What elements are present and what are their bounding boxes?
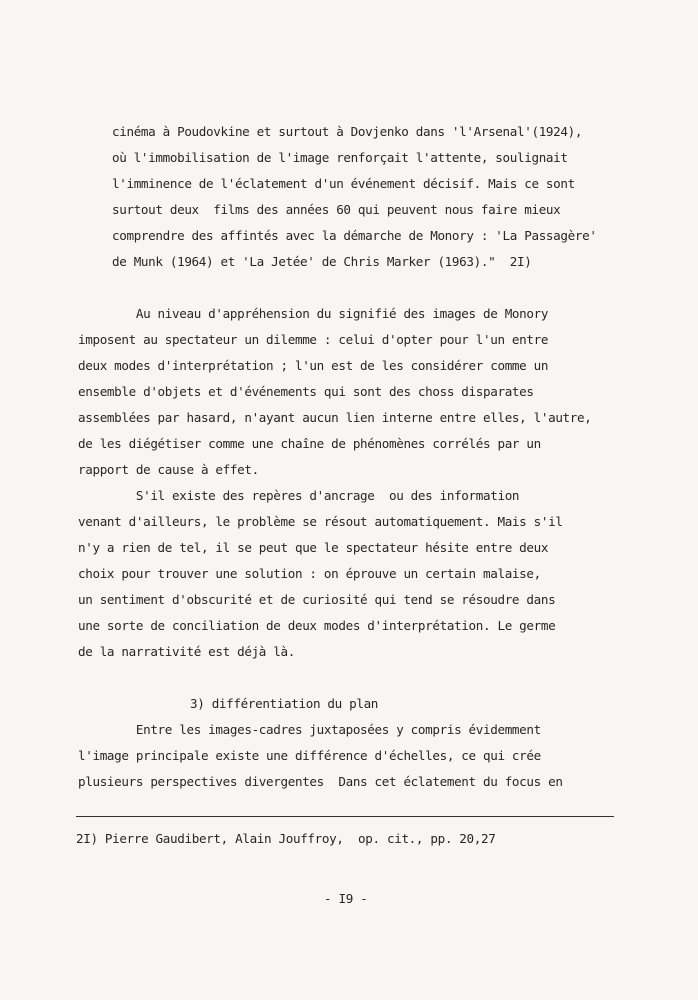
text-line: surtout deux films des années 60 qui peuvent nous faire mieux xyxy=(112,202,561,217)
text-line: rapport de cause à effet. xyxy=(78,462,259,477)
text-line: de la narrativité est déjà là. xyxy=(78,644,295,659)
section-heading: 3) différentiation du plan xyxy=(190,696,379,711)
text-line: de les diégétiser comme une chaîne de phénomènes corrélés par un xyxy=(78,436,541,451)
text-line: n'y a rien de tel, il se peut que le spectateur hésite entre deux xyxy=(78,540,549,555)
text-line: assemblées par hasard, n'ayant aucun lien interne entre elles, l'autre, xyxy=(78,410,592,425)
text-line: ensemble d'objets et d'événements qui sont des choss disparates xyxy=(78,384,534,399)
footnote: 2I) Pierre Gaudibert, Alain Jouffroy, op. cit., pp. 20,27 xyxy=(76,831,496,846)
text-line: choix pour trouver une solution : on éprouve un certain malaise, xyxy=(78,566,541,581)
text-line: imposent au spectateur un dilemme : celui d'opter pour l'un entre xyxy=(78,332,549,347)
text-line: Entre les images-cadres juxtaposées y compris évidemment xyxy=(78,722,541,737)
text-line: Au niveau d'appréhension du signifié des images de Monory xyxy=(78,306,549,321)
page-number: - I9 - xyxy=(324,891,368,906)
text-line: cinéma à Poudovkine et surtout à Dovjenko dans 'l'Arsenal'(1924), xyxy=(112,124,583,139)
text-line: plusieurs perspectives divergentes Dans cet éclatement du focus en xyxy=(78,774,563,789)
text-line: l'image principale existe une différence d'échelles, ce qui crée xyxy=(78,748,541,763)
text-line: de Munk (1964) et 'La Jetée' de Chris Marker (1963)." 2I) xyxy=(112,254,532,269)
text-line: l'imminence de l'éclatement d'un événement décisif. Mais ce sont xyxy=(112,176,575,191)
text-line: comprendre des affintés avec la démarche de Monory : 'La Passagère' xyxy=(112,228,597,243)
text-line: un sentiment d'obscurité et de curiosité qui tend se résoudre dans xyxy=(78,592,556,607)
text-line: où l'immobilisation de l'image renforçait l'attente, soulignait xyxy=(112,150,568,165)
text-line: venant d'ailleurs, le problème se résout automatiquement. Mais s'il xyxy=(78,514,563,529)
text-line: une sorte de conciliation de deux modes d'interprétation. Le germe xyxy=(78,618,556,633)
text-line: S'il existe des repères d'ancrage ou des information xyxy=(78,488,520,503)
footnote-separator xyxy=(76,816,614,817)
text-line: deux modes d'interprétation ; l'un est de les considérer comme un xyxy=(78,358,549,373)
